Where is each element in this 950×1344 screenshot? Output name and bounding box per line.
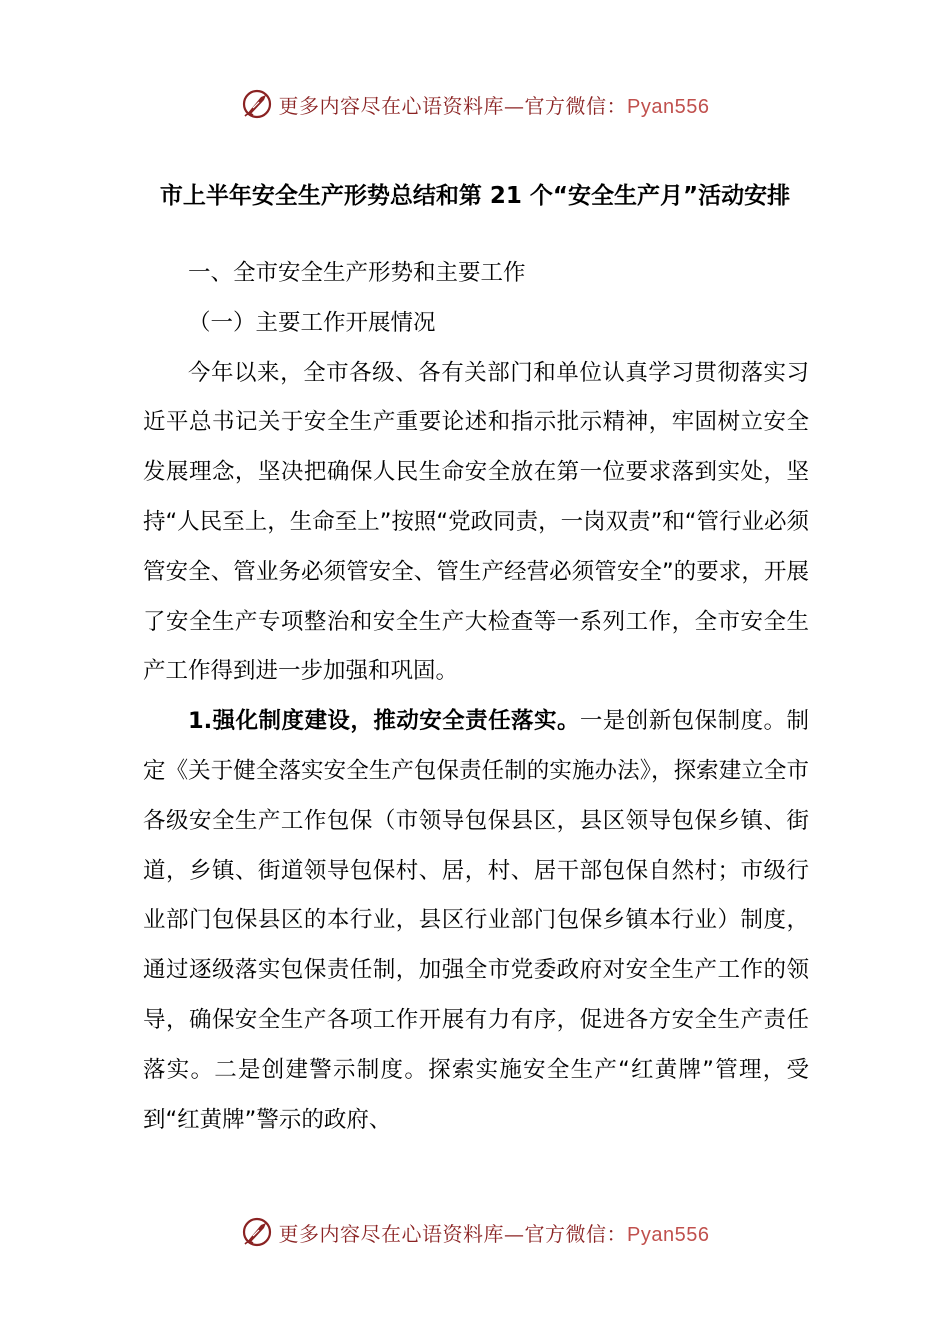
quill-pen-logo-icon bbox=[241, 88, 273, 120]
watermark-banner-top bbox=[0, 84, 950, 124]
document-title: 市上半年安全生产形势总结和第 21 个“安全生产月”活动安排 bbox=[159, 183, 791, 209]
quill-pen-logo-icon bbox=[241, 1216, 273, 1248]
wechat-id: Pyan556 bbox=[627, 1223, 710, 1246]
subsection-heading: （一）主要工作开展情况 bbox=[188, 309, 436, 336]
paragraph: 今年以来，全市各级、各有关部门和单位认真学习贯彻落实习近平总书记关于安全生产重要论述和指示批示精神，牢固树立安全发展理念，坚决把确保人民生命安全放在第一位要求落到实处，坚持“人民至上，生命至上”按照“党政同责，一岗双责”和“管行业必须管安全、管业务必须管安全、管生产经营必须管安全”的要求，开展了安全生产专项整治和安全生产大检查等一系列工作，全市安全生产工作得到进一步加强和巩固。 bbox=[143, 359, 809, 685]
watermark-text: 更多内容尽在心语资料库—官方微信：Pyan556 bbox=[278, 1221, 710, 1246]
document-body bbox=[143, 249, 809, 1145]
paragraph-item-1 bbox=[143, 697, 809, 1145]
wechat-id: Pyan556 bbox=[627, 95, 710, 118]
watermark-text: 更多内容尽在心语资料库—官方微信：Pyan556 bbox=[278, 93, 710, 118]
watermark-banner-bottom bbox=[0, 1212, 950, 1252]
item-body: 一是创新包保制度。制定《关于健全落实安全生产包保责任制的实施办法》，探索建立全市各级安全生产工作包保（市领导包保县区，县区领导包保乡镇、街道，乡镇、街道领导包保村、居，村、居干部包保自然村；市级行业部门包保县区的本行业，县区行业部门包保乡镇本行业）制度，通过逐级落实包保责任制，加强全市党委政府对安全生产工作的领导，确保安全生产各项工作开展有力有序，促进各方安全生产责任落实。二是创建警示制度。探索实施安全生产“红黄牌”管理，受到“红黄牌”警示的政府、 bbox=[143, 708, 809, 1133]
section-heading: 一、全市安全生产形势和主要工作 bbox=[188, 260, 526, 286]
item-heading: 1.强化制度建设，推动安全责任落实。 bbox=[188, 708, 580, 735]
